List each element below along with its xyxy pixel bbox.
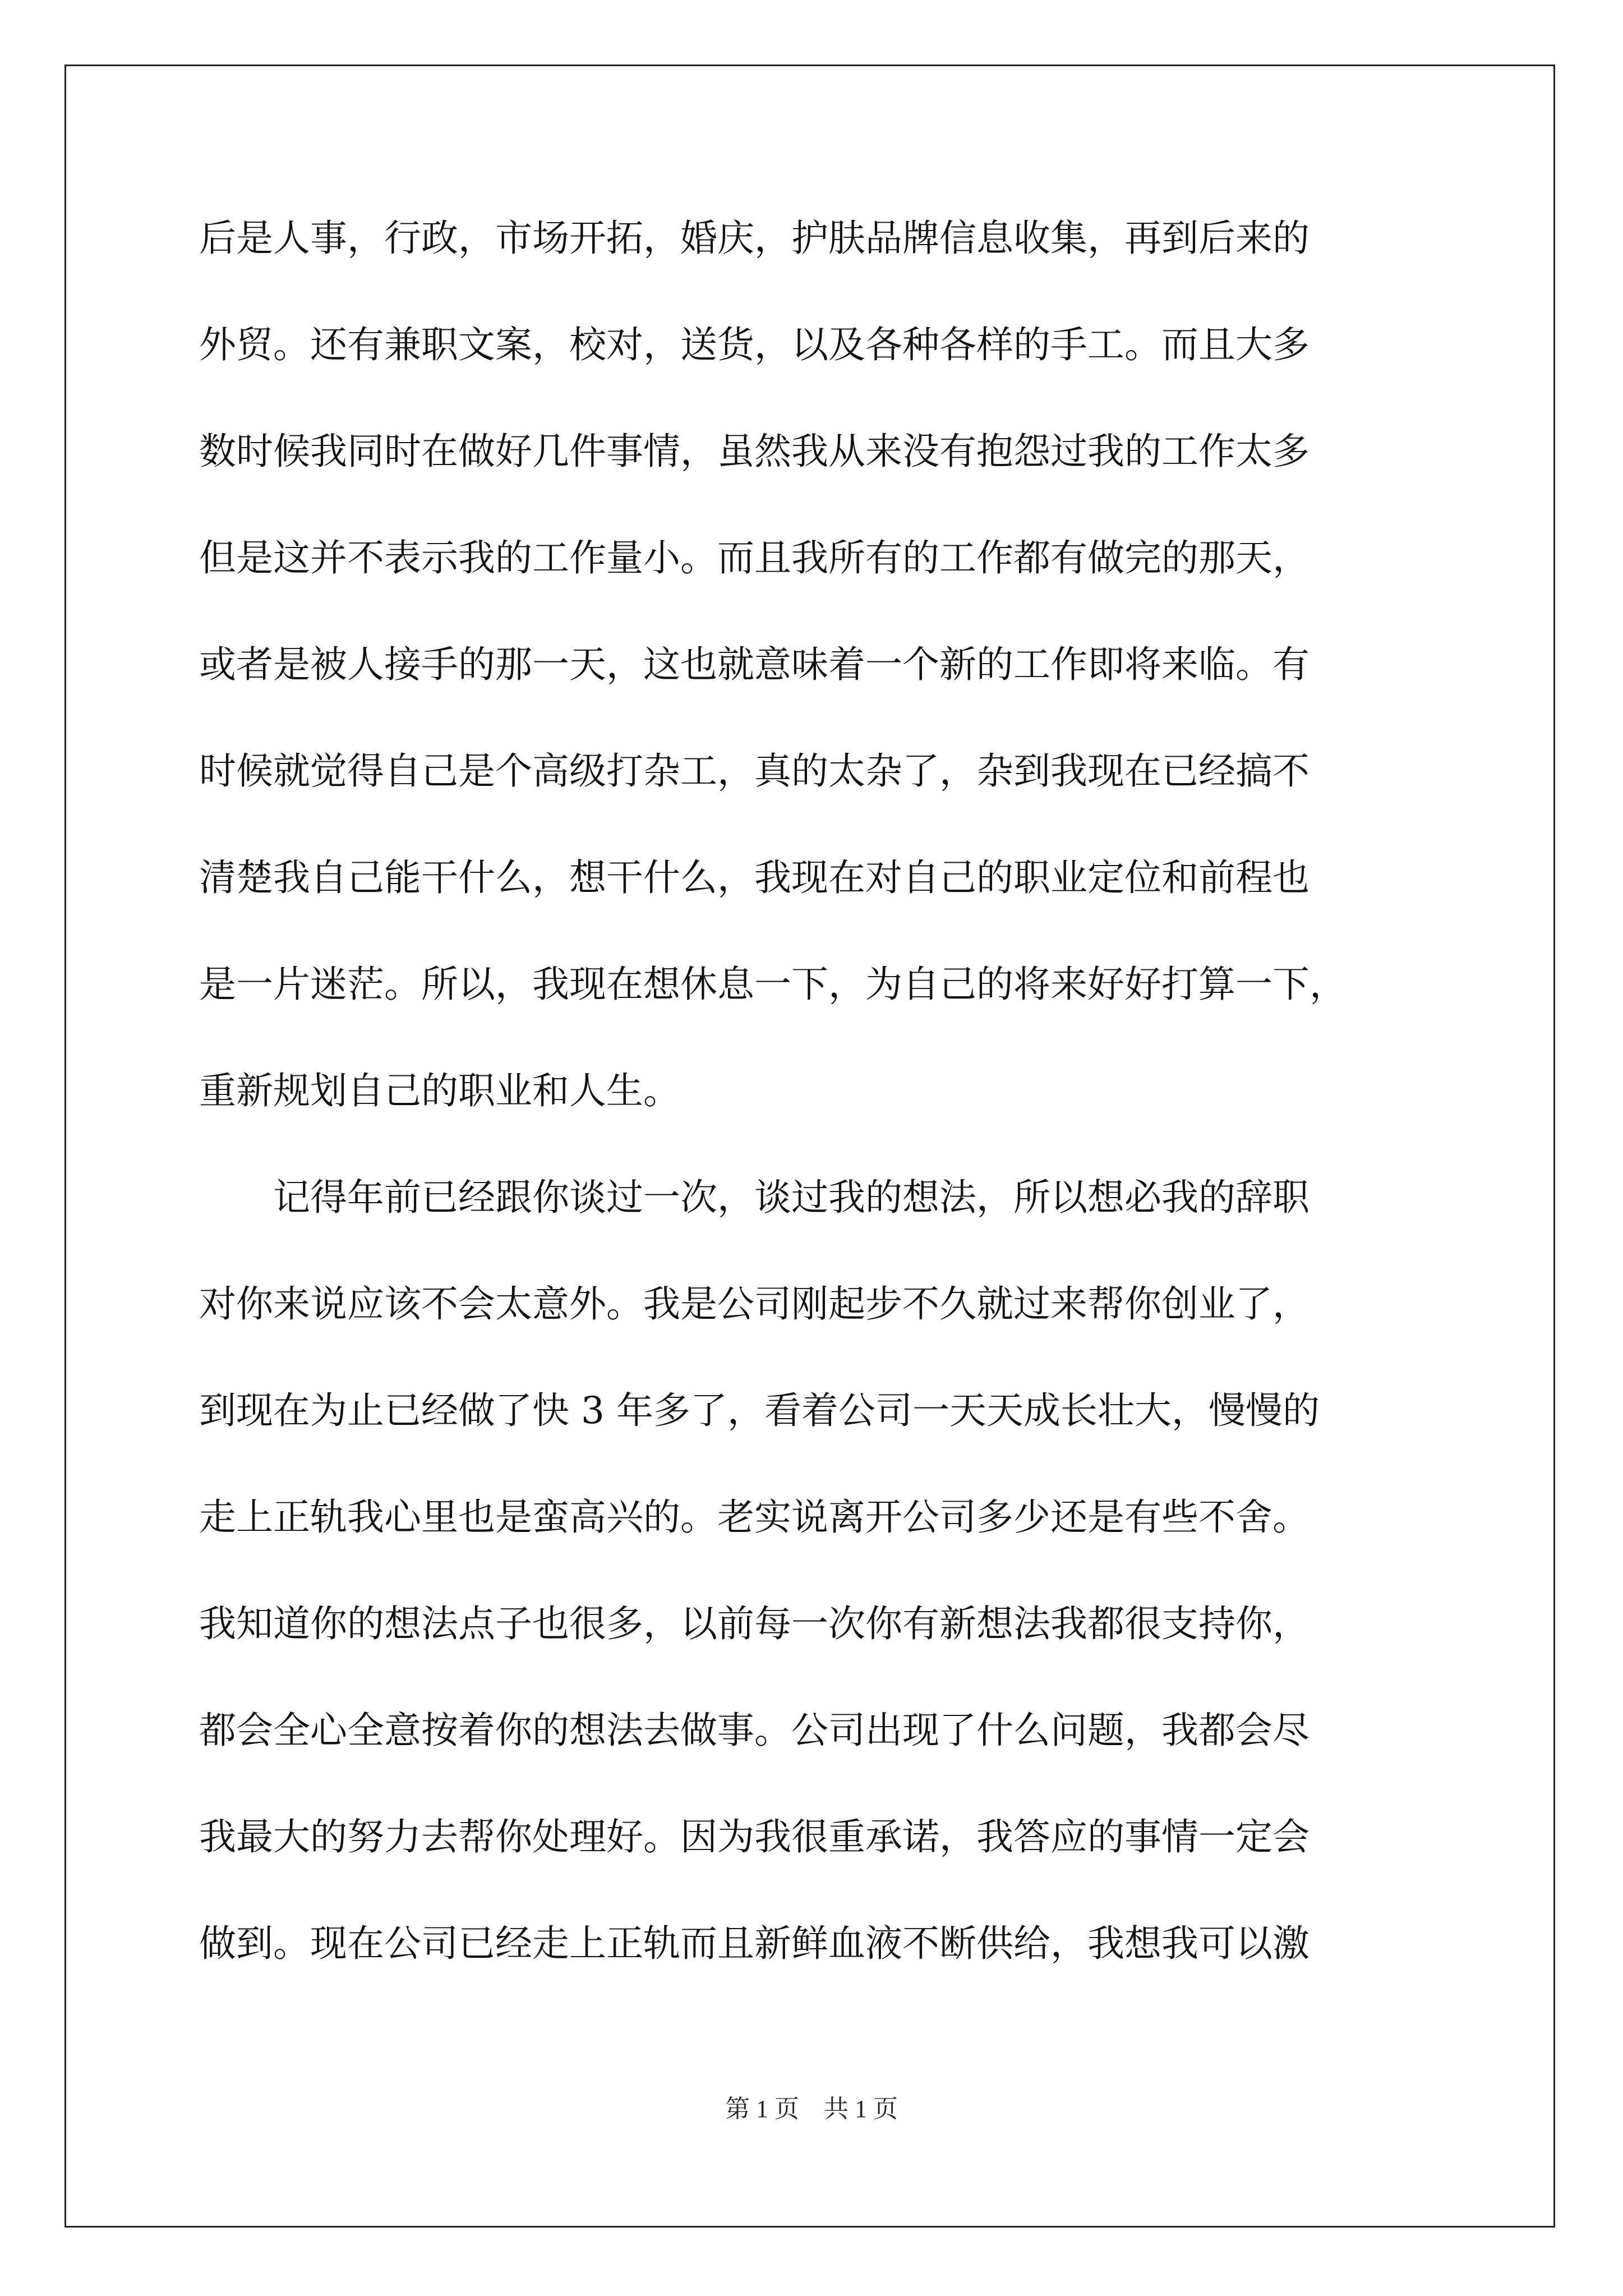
text-line: 做到。现在公司已经走上正轨而且新鲜血液不断供给，我想我可以激 bbox=[199, 1922, 1310, 1965]
text-line: 对你来说应该不会太意外。我是公司刚起步不久就过来帮你创业了， bbox=[199, 1282, 1310, 1326]
page-border bbox=[64, 65, 1555, 2228]
text-line: 清楚我自己能干什么，想干什么，我现在对自己的职业定位和前程也 bbox=[199, 856, 1310, 899]
page-footer: 第 1 页 共 1 页 bbox=[725, 2095, 898, 2123]
text-line: 或者是被人接手的那一天，这也就意味着一个新的工作即将来临。有 bbox=[199, 643, 1310, 686]
text-line: 记得年前已经跟你谈过一次，谈过我的想法，所以想必我的辞职 bbox=[199, 1176, 1310, 1219]
text-line: 后是人事，行政，市场开拓，婚庆，护肤品牌信息收集，再到后来的 bbox=[199, 217, 1310, 260]
text-line: 数时候我同时在做好几件事情，虽然我从来没有抱怨过我的工作太多 bbox=[199, 430, 1310, 473]
text-line: 是一片迷茫。所以，我现在想休息一下，为自己的将来好好打算一下， bbox=[199, 963, 1347, 1006]
text-line: 重新规划自己的职业和人生。 bbox=[199, 1069, 680, 1112]
text-line: 我最大的努力去帮你处理好。因为我很重承诺，我答应的事情一定会 bbox=[199, 1815, 1310, 1858]
text-line: 时候就觉得自己是个高级打杂工，真的太杂了，杂到我现在已经搞不 bbox=[199, 749, 1310, 793]
text-line: 外贸。还有兼职文案，校对，送货，以及各种各样的手工。而且大多 bbox=[199, 323, 1310, 366]
text-line: 都会全心全意按着你的想法去做事。公司出现了什么问题，我都会尽 bbox=[199, 1709, 1310, 1752]
text-line: 我知道你的想法点子也很多，以前每一次你有新想法我都很支持你， bbox=[199, 1602, 1310, 1645]
text-line: 但是这并不表示我的工作量小。而且我所有的工作都有做完的那天， bbox=[199, 536, 1310, 579]
text-line: 到现在为止已经做了快 3 年多了，看着公司一天天成长壮大，慢慢的 bbox=[199, 1389, 1320, 1432]
text-line: 走上正轨我心里也是蛮高兴的。老实说离开公司多少还是有些不舍。 bbox=[199, 1496, 1310, 1539]
